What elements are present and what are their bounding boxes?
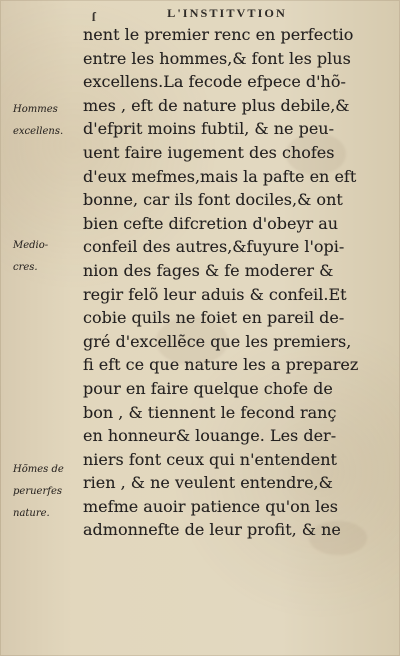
text-line: admonnefte de leur profit, & ne <box>83 520 341 540</box>
margin-note-line: nature. <box>13 508 50 519</box>
text-line: mes , eft de nature plus debile,& <box>83 95 350 115</box>
margin-note-line: excellens. <box>13 126 64 137</box>
running-head: L'INSTITVTION <box>167 6 287 20</box>
text-line: niers font ceux qui n'entendent <box>83 449 337 469</box>
text-line: bien cefte difcretion d'obeyr au <box>83 213 339 233</box>
margin-note-line: peruerfes <box>13 486 62 497</box>
text-line: bonne, car ils font dociles,& ont <box>83 190 343 210</box>
text-line: nion des fages & fe moderer & <box>83 260 334 280</box>
text-line: excellens.La fecode efpece d'hõ- <box>83 72 346 92</box>
margin-note-line: cres. <box>13 262 38 273</box>
text-line: cobie quils ne foiet en pareil de- <box>83 308 345 328</box>
text-line: nent le premier renc en perfectio <box>83 25 354 44</box>
margin-note-line: Medio- <box>13 240 49 251</box>
main-text-block <box>83 23 389 542</box>
page-folio: ſ <box>92 9 96 24</box>
text-line: confeil des autres,&fuyure l'opi- <box>83 237 345 257</box>
text-line: rien , & ne veulent entendre,& <box>83 473 333 493</box>
text-line: bon , & tiennent le fecond ranç <box>83 402 337 422</box>
text-line: gré d'excellẽce que les premiers, <box>83 331 352 351</box>
text-line: fi eft ce que nature les a preparez <box>83 355 359 375</box>
text-line: entre les hommes,& font les plus <box>83 48 351 68</box>
margin-note-line: Hommes <box>13 104 58 115</box>
margin-note-line: Hõmes de <box>13 464 64 475</box>
text-line: d'eux mefmes,mais la pafte en eft <box>83 166 357 186</box>
text-line: en honneur& louange. Les der- <box>83 426 337 446</box>
text-line: mefme auoir patience qu'on les <box>83 496 338 516</box>
text-line: uent faire iugement des chofes <box>83 142 335 162</box>
text-line: pour en faire quelque chofe de <box>83 378 333 398</box>
text-line: d'efprit moins fubtil, & ne peu- <box>83 119 334 139</box>
text-line: regir felõ leur aduis & confeil.Et <box>83 284 347 304</box>
